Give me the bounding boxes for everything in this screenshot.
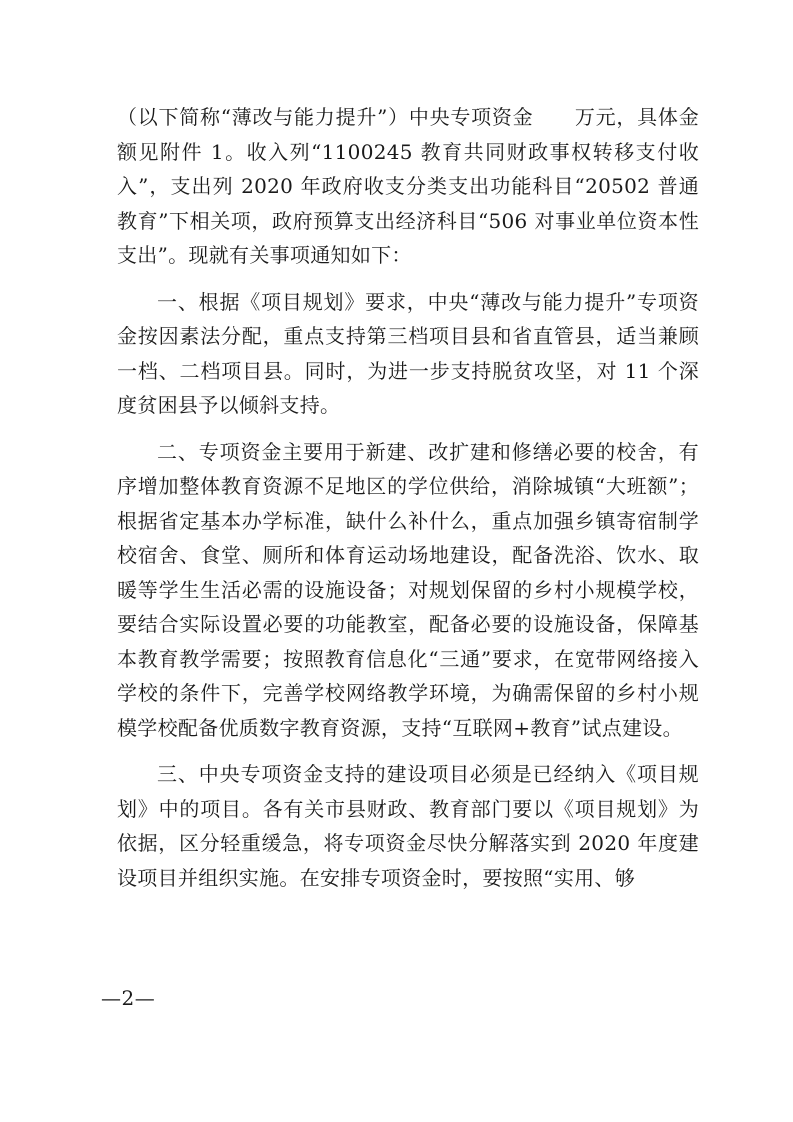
- paragraph-item-2: 二、专项资金主要用于新建、改扩建和修缮必要的校舍，有序增加整体教育资源不足地区的学位供给，消除城镇“大班额”；根据省定基本办学标准，缺什么补什么，重点加强乡镇寄宿制学校宿舍、食堂、厕所和体育运动场地建设，配备洗浴、饮水、取暖等学生生活必需的设施设备；对规划保留的乡村小规模学校，要结合实际设置必要的功能教室，配备必要的设施设备，保障基本教育教学需要；按照教育信息化“三通”要求，在宽带网络接入学校的条件下，完善学校网络教学环境，为确需保留的乡村小规模学校配备优质数字教育资源，支持“互联网+教育”试点建设。: [117, 439, 699, 740]
- paragraph-item-1: 一、根据《项目规划》要求，中央“薄改与能力提升”专项资金按因素法分配，重点支持第三档项目县和省直管县，适当兼顾一档、二档项目县。同时，为进一步支持脱贫攻坚，对 11 个深度贫困县予以倾斜支持。: [117, 289, 699, 417]
- page-number: —2—: [101, 986, 156, 1010]
- paragraph-item-3: 三、中央专项资金支持的建设项目必须是已经纳入《项目规划》中的项目。各有关市县财政、教育部门要以《项目规划》为依据，区分轻重缓急，将专项资金尽快分解落实到 2020 年度建设项目并组织实施。在安排专项资金时，要按照“实用、够: [117, 762, 699, 890]
- paragraph-intro-continuation: （以下简称“薄改与能力提升”）中央专项资金 万元，具体金额见附件 1。收入列“1100245 教育共同财政事权转移支付收入”，支出列 2020 年政府收支分类支出功能科目“20502 普通教育”下相关项，政府预算支出经济科目“506 对事业单位资本性支出”。现就有关事项通知如下：: [117, 105, 699, 267]
- document-body: [117, 100, 699, 895]
